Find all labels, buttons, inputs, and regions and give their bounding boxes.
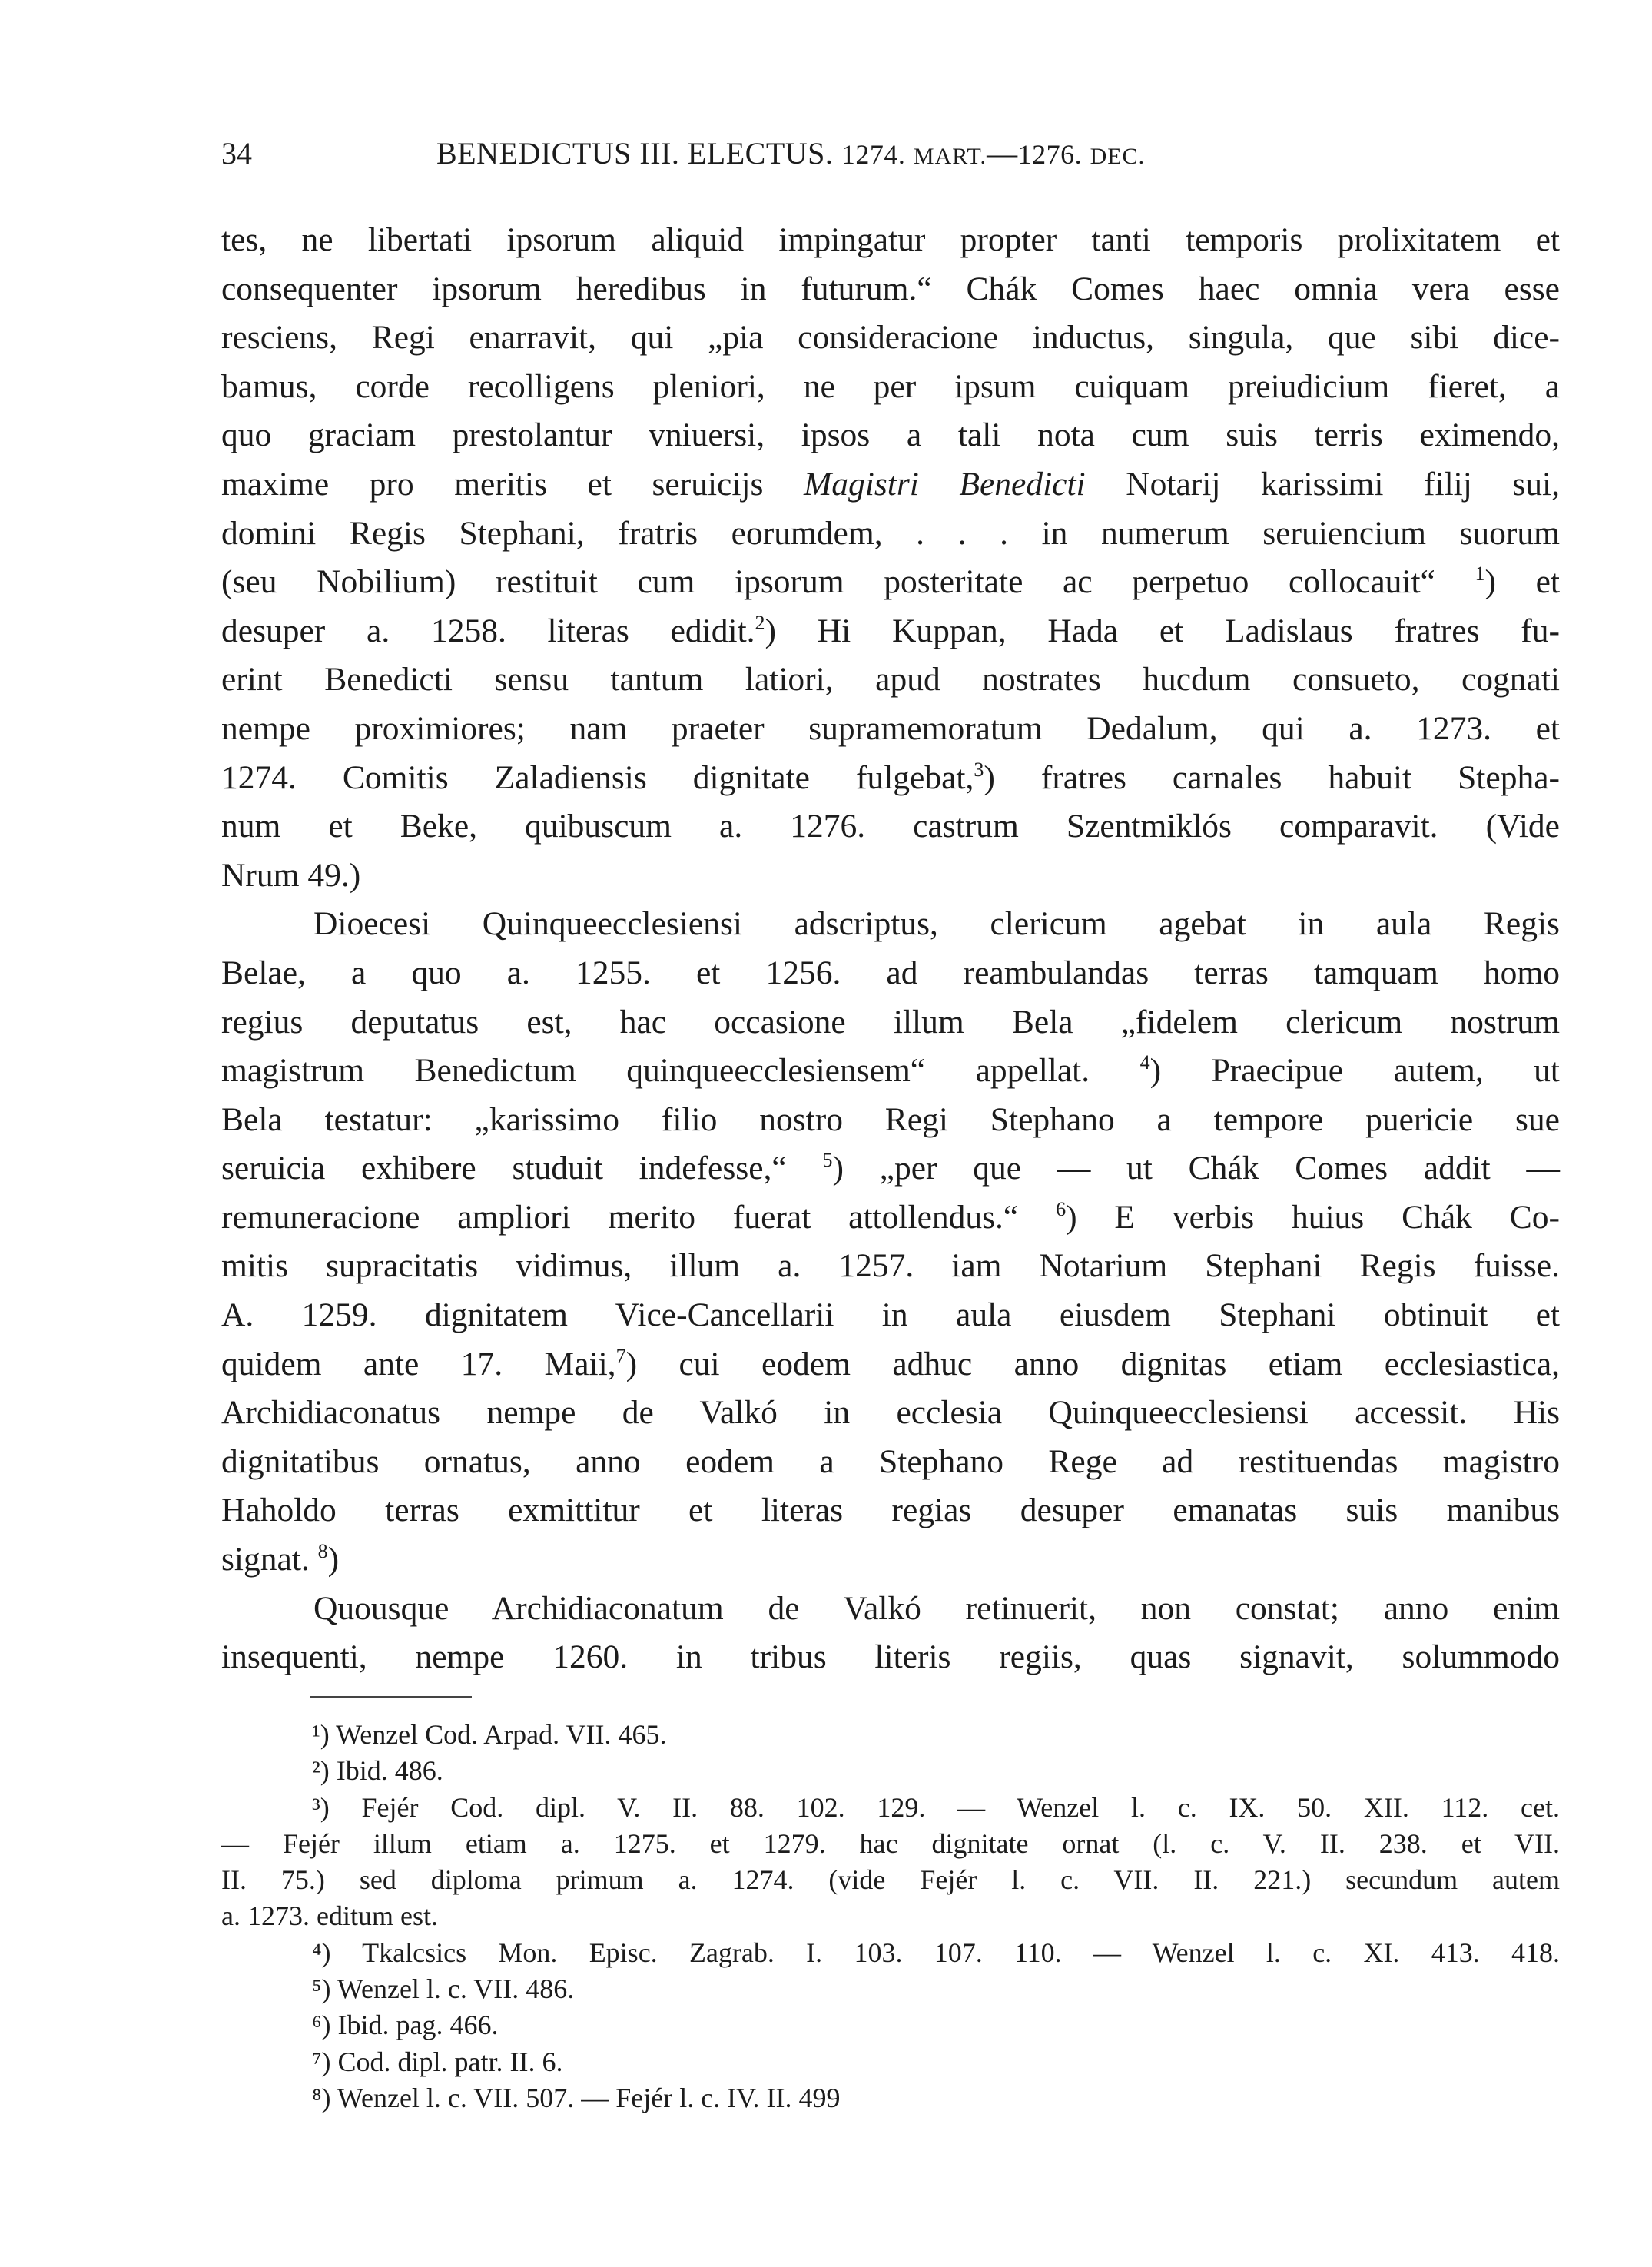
- footnote-ref: 8: [317, 1540, 328, 1563]
- body-line-segment: ) „per que — ut Chák Comes addit —: [832, 1150, 1560, 1187]
- body-line-segment: signat.: [221, 1541, 310, 1578]
- footnote-ref: 4: [1139, 1051, 1150, 1074]
- body-line: [221, 460, 1560, 509]
- page-header: [221, 132, 1560, 175]
- body-line-segment: ) fratres carnales habuit Stepha-: [984, 758, 1560, 796]
- body-line-segment: remuneracione ampliori merito fuerat attollendus.“: [221, 1198, 1019, 1236]
- running-head-month-start: MART.: [913, 144, 987, 169]
- footnote-ref: 7: [615, 1344, 626, 1367]
- footnote-ref: 5: [822, 1149, 833, 1172]
- body-line: nempe proximiores; nam praeter supramemoratum Dedalum, qui a. 1273. et: [221, 709, 1560, 747]
- footnote-line: ⁶) Ibid. pag. 466.: [312, 2010, 499, 2041]
- body-line: Bela testatur: „karissimo filio nostro Regi Stephano a tempore puericie sue: [221, 1100, 1560, 1138]
- body-line: num et Beke, quibuscum a. 1276. castrum Szentmiklós comparavit. (Vide: [221, 808, 1560, 845]
- footnote-separator: [310, 1696, 472, 1698]
- body-line: regius deputatus est, hac occasione illum Bela „fidelem clericum nostrum: [221, 1003, 1560, 1041]
- running-head-year-start: 1274.: [841, 139, 906, 170]
- body-line: [221, 558, 1560, 607]
- footnote-line: — Fejér illum etiam a. 1275. et 1279. hac dignitate ornat (l. c. V. II. 238. et VII.: [221, 1827, 1560, 1859]
- body-line: [221, 1340, 1560, 1389]
- body-line: Dioecesi Quinqueecclesiensi adscriptus, clericum agebat in aula Regis: [313, 905, 1560, 943]
- body-line: [221, 1193, 1560, 1243]
- body-line-segment: desuper a. 1258. literas edidit.: [221, 612, 755, 649]
- body-line-segment: ) Hi Kuppan, Hada et Ladislaus fratres fu-: [765, 612, 1560, 649]
- footnote-ref: 1: [1475, 563, 1485, 586]
- body-line: bamus, corde recolligens pleniori, ne per ipsum cuiquam preiudicium fieret, a: [221, 367, 1560, 405]
- body-line: [221, 754, 1560, 803]
- running-head-dash: —: [987, 136, 1018, 171]
- footnote-line: ¹) Wenzel Cod. Arpad. VII. 465.: [312, 1719, 667, 1750]
- body-line: Haholdo terras exmittitur et literas regias desuper emanatas suis manibus: [221, 1492, 1560, 1529]
- body-line: tes, ne libertati ipsorum aliquid impingatur propter tanti temporis prolixitatem et: [221, 221, 1560, 258]
- footnotes: [221, 1717, 1560, 2116]
- body-line: consequenter ipsorum heredibus in futurum.“ Chák Comes haec omnia vera esse: [221, 270, 1560, 307]
- body-line: [221, 1144, 1560, 1193]
- italic-name: Magistri Benedicti: [804, 465, 1086, 503]
- footnote-line: ⁵) Wenzel l. c. VII. 486.: [312, 1973, 575, 2005]
- body-line-segment: maxime pro meritis et seruicijs: [221, 465, 764, 503]
- footnote-line: ²) Ibid. 486.: [312, 1755, 443, 1787]
- footnote-line: ⁸) Wenzel l. c. VII. 507. — Fejér l. c. IV. II. 499: [312, 2082, 841, 2113]
- body-line-segment: Notarij karissimi filij sui,: [1126, 465, 1561, 503]
- footnote-ref: 3: [974, 758, 984, 781]
- footnote-line: II. 75.) sed diploma primum a. 1274. (vide Fejér l. c. VII. II. 221.) secundum autem: [221, 1864, 1560, 1896]
- body-line-segment: ) cui eodem adhuc anno dignitas etiam ecclesiastica,: [625, 1345, 1560, 1382]
- body-line-segment: magistrum Benedictum quinqueecclesiensem“ appellat.: [221, 1052, 1090, 1090]
- body-line-segment: ) E verbis huius Chák Co-: [1066, 1198, 1560, 1236]
- body-line-segment: quidem ante 17. Maii,: [221, 1345, 616, 1382]
- body-line: dignitatibus ornatus, anno eodem a Stephano Rege ad restituendas magistro: [221, 1442, 1560, 1480]
- body-line: Belae, a quo a. 1255. et 1256. ad reambulandas terras tamquam homo: [221, 954, 1560, 991]
- running-head-title: BENEDICTUS III. ELECTUS.: [436, 136, 834, 171]
- running-head-year-end: 1276.: [1017, 139, 1083, 170]
- body-line-segment: 1274. Comitis Zaladiensis dignitate fulgebat,: [221, 758, 974, 796]
- body-line: Quousque Archidiaconatum de Valkó retinuerit, non constat; anno enim: [313, 1589, 1560, 1627]
- footnote-line: ⁴) Tkalcsics Mon. Episc. Zagrab. I. 103. 107. 110. — Wenzel l. c. XI. 413. 418.: [312, 1937, 1560, 1968]
- body-line: insequenti, nempe 1260. in tribus literis regiis, quas signavit, solummodo: [221, 1638, 1560, 1676]
- body-line: resciens, Regi enarravit, qui „pia consideracione inductus, singula, que sibi dice-: [221, 319, 1560, 357]
- body-line: A. 1259. dignitatem Vice-Cancellarii in aula eiusdem Stephani obtinuit et: [221, 1296, 1560, 1334]
- body-line: erint Benedicti sensu tantum latiori, apud nostrates hucdum consueto, cognati: [221, 661, 1560, 699]
- footnote-ref: 6: [1056, 1197, 1067, 1220]
- body-line-segment: ) Praecipue autem, ut: [1149, 1052, 1560, 1090]
- body-line: [221, 607, 1560, 656]
- running-head: [436, 132, 1145, 178]
- body-line: mitis supracitatis vidimus, illum a. 1257. iam Notarium Stephani Regis fuisse.: [221, 1247, 1560, 1285]
- body-line-segment: ) et: [1484, 563, 1560, 601]
- body-line: Archidiaconatus nempe de Valkó in ecclesia Quinqueecclesiensi accessit. His: [221, 1394, 1560, 1432]
- body-line: quo graciam prestolantur vniuersi, ipsos a tali nota cum suis terris eximendo,: [221, 417, 1560, 454]
- body-line-segment: ): [327, 1541, 340, 1578]
- footnote-line: a. 1273. editum est.: [221, 1900, 438, 1932]
- body-line: [221, 1535, 1560, 1585]
- running-head-month-end: DEC.: [1090, 144, 1146, 169]
- body-line: domini Regis Stephani, fratris eorumdem, . . . in numerum seruiencium suorum: [221, 514, 1560, 552]
- footnote-ref: 2: [755, 611, 765, 634]
- footnote-line: ³) Fejér Cod. dipl. V. II. 88. 102. 129. — Wenzel l. c. IX. 50. XII. 112. cet.: [312, 1791, 1560, 1823]
- body-line: [221, 1047, 1560, 1096]
- page-number: 34: [221, 136, 252, 171]
- footnote-line: ⁷) Cod. dipl. patr. II. 6.: [312, 2046, 563, 2077]
- body-text: [221, 216, 1560, 1682]
- body-line: Nrum 49.): [221, 856, 361, 894]
- body-line-segment: (seu Nobilium) restituit cum ipsorum posteritate ac perpetuo collocauit“: [221, 563, 1435, 601]
- body-line-segment: seruicia exhibere studuit indefesse,“: [221, 1150, 787, 1187]
